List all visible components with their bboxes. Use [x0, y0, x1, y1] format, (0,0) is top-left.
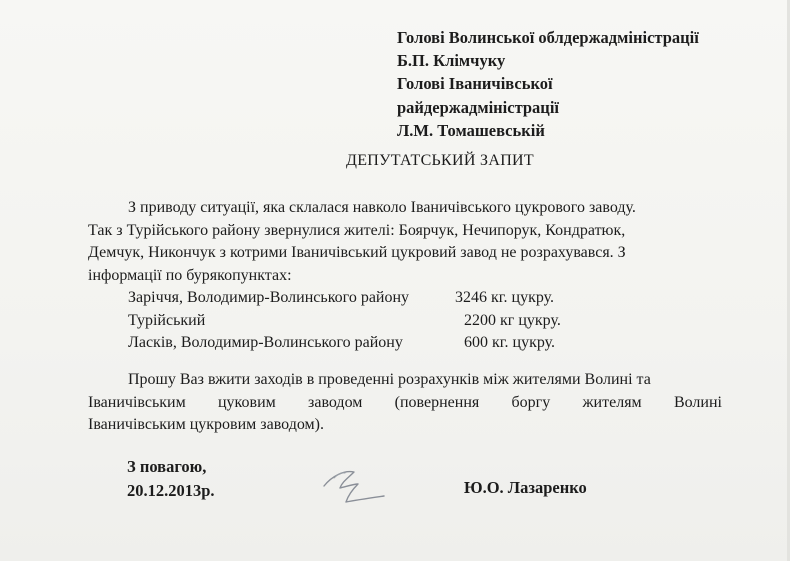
paragraph-request	[88, 369, 722, 437]
word: Іваничівським	[88, 393, 186, 411]
station-amount: 3246 кг. цукру.	[455, 289, 555, 306]
signer-name: Ю.О. Лазаренко	[464, 478, 587, 497]
document-date: 20.12.2013р.	[127, 480, 215, 500]
word: Волині	[673, 393, 722, 411]
word: заводом	[308, 393, 363, 411]
addressee-block	[397, 26, 699, 142]
paragraph-line: Прошу Ваз вжити заходів в проведенні розрахунків між жителями Волині та	[128, 371, 651, 388]
word: боргу	[511, 393, 551, 411]
addressee-line: Голові Волинської облдержадміністрації	[397, 28, 699, 47]
document-title-row	[0, 152, 790, 170]
regards-text: З повагою,	[127, 457, 207, 476]
word: цуковим	[217, 393, 276, 411]
addressee-line: Б.П. Клімчуку	[397, 51, 506, 71]
addressee-line: райдержадміністрації	[397, 97, 559, 117]
paragraph-line: Іваничівським цукровим заводом).	[88, 416, 324, 433]
word: жителям	[582, 393, 642, 411]
station-amount: 2200 кг цукру.	[464, 311, 561, 329]
paragraph-line: Так з Турійського району звернулися жителі: Боярчук, Нечипорук, Кондратюк,	[88, 221, 626, 239]
addressee-line: Л.М. Томашевській	[397, 120, 545, 140]
station-name: Заріччя, Володимир-Волинського району	[128, 289, 410, 306]
handwritten-signature-icon	[318, 460, 398, 510]
paragraph-line: З приводу ситуації, яка склалася навколо Іваничівського цукрового заводу.	[128, 199, 636, 216]
paragraph-line: інформації по бурякопунктах:	[88, 266, 292, 284]
paragraph-situation	[88, 197, 728, 287]
station-name: Ласків, Володимир-Волинського району	[128, 334, 403, 351]
word: (повернення	[394, 393, 480, 411]
paragraph-justified-line	[88, 392, 722, 415]
paragraph-line: Демчук, Никончук з котрими Іваничівський цукровий завод не розрахувався. З	[88, 244, 626, 261]
document-title: ДЕПУТАТСЬКИЙ ЗАПИТ	[346, 152, 534, 169]
closing-block	[127, 455, 215, 502]
station-name: Турійський	[128, 311, 206, 329]
addressee-line: Голові Іваничівської	[397, 74, 553, 94]
station-amount: 600 кг. цукру.	[464, 334, 556, 351]
